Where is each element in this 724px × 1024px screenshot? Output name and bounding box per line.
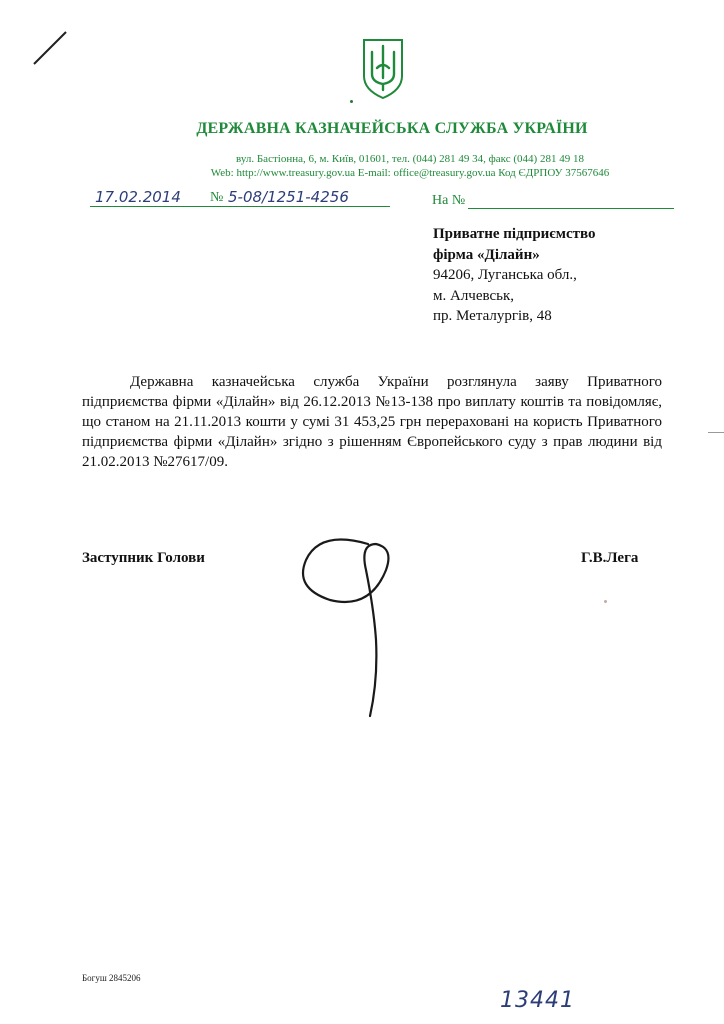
registration-number: 5-08/1251-4256 [228,188,349,206]
registration-date: 17.02.2014 [95,188,181,206]
trident-icon [360,36,406,100]
paper-speck [604,600,607,603]
registration-underline [90,206,390,207]
recipient-address-line2: м. Алчевськ, [433,287,515,304]
letter-body: Державна казначейська служба України розглянула заяву Приватного підприємства фірми «Ділайн» від 26.12.2013 №13-138 про виплату коштів та повідомляє, що станом на 21.11.2013 кошти у сумі 31 453,25 грн перераховані на користь Приватного підприємства фірми «Ділайн» згідно з рішенням Європейського суду з прав людини від 21.02.2013 №27617/09. [82,374,662,470]
handwritten-number: 13441 [500,988,575,1013]
organization-title: ДЕРЖАВНА КАЗНАЧЕЙСЬКА СЛУЖБА УКРАЇНИ [196,120,588,137]
signatory-name: Г.В.Лега [581,550,639,566]
registration-number-prefix: № [210,190,224,205]
signatory-title: Заступник Голови [82,550,205,566]
recipient-block [433,224,596,327]
reply-reference-label: На № [432,193,466,208]
recipient-name-line2: фірма «Ділайн» [433,246,540,263]
executor-note: Богуш 2845206 [82,973,141,983]
handwritten-signature [290,530,410,720]
address-line: вул. Бастіонна, 6, м. Київ, 01601, тел. (044) 281 49 34, факс (044) 281 49 18 [236,153,584,165]
recipient-address-line1: 94206, Луганська обл., [433,267,577,283]
recipient-address-line3: пр. Металургів, 48 [433,308,552,324]
recipient-name-line1: Приватне підприємство [433,226,596,242]
registration-line [90,184,400,214]
pen-stroke-mark [30,28,70,68]
web-contact-line: Web: http://www.treasury.gov.ua E-mail: office@treasury.gov.ua Код ЄДРПОУ 37567646 [210,167,610,179]
ink-dot [350,100,353,103]
reply-reference-line [468,208,674,209]
edge-mark [708,432,724,437]
